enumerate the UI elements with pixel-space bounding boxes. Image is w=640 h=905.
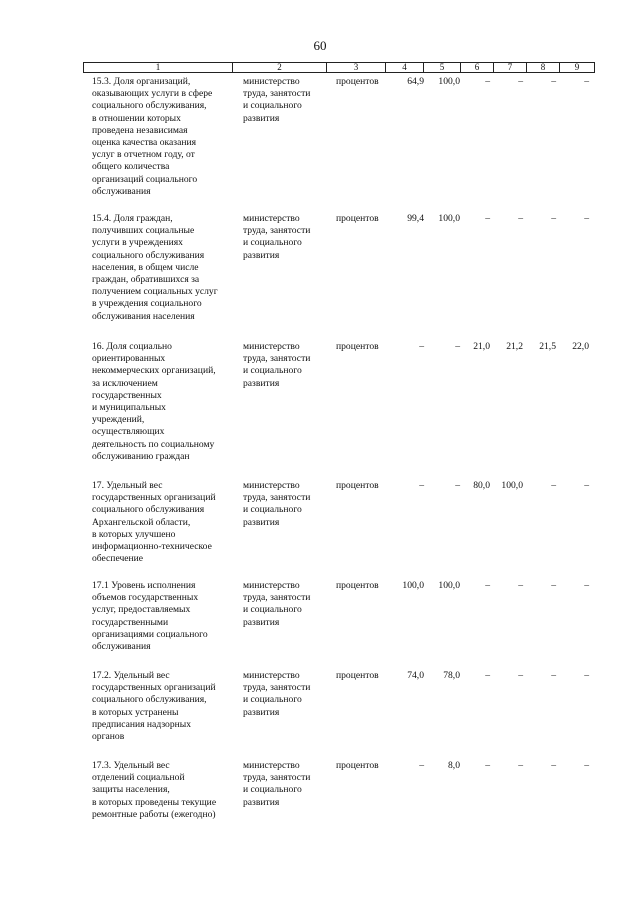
executor-cell: министерство труда, занятости и социального развития [243, 341, 311, 389]
value-cell: – [419, 760, 424, 771]
value-cell: – [455, 480, 460, 491]
unit-cell: процентов [336, 76, 379, 87]
executor-cell: министерство труда, занятости и социального развития [243, 580, 311, 628]
header-cell: 8 [527, 63, 560, 73]
value-cell: 100,0 [438, 76, 460, 87]
value-cell: – [551, 213, 556, 224]
value-cell: – [518, 670, 523, 681]
executor-cell: министерство труда, занятости и социального развития [243, 760, 311, 808]
table-header [83, 62, 595, 73]
value-cell: 74,0 [407, 670, 424, 681]
indicator-cell: 17.1 Уровень исполнения объемов государственных услуг, предоставляемых государственными организациями социального обслуживания [92, 580, 208, 653]
executor-cell: министерство труда, занятости и социального развития [243, 76, 311, 124]
value-cell: 80,0 [473, 480, 490, 491]
value-cell: – [485, 670, 490, 681]
value-cell: 99,4 [407, 213, 424, 224]
indicator-cell: 16. Доля социально ориентированных некоммерческих организаций, за исключением государственных и муниципальных учреждений, осуществляющих деятельность по социальному обслуживанию граждан [92, 341, 216, 462]
value-cell: 21,0 [473, 341, 490, 352]
executor-cell: министерство труда, занятости и социального развития [243, 480, 311, 528]
unit-cell: процентов [336, 213, 379, 224]
value-cell: – [485, 760, 490, 771]
value-cell: – [551, 76, 556, 87]
value-cell: – [518, 76, 523, 87]
header-cell: 3 [327, 63, 386, 73]
value-cell: 100,0 [438, 213, 460, 224]
value-cell: – [584, 580, 589, 591]
unit-cell: процентов [336, 480, 379, 491]
value-cell: 21,2 [506, 341, 523, 352]
value-cell: – [485, 76, 490, 87]
header-cell: 1 [84, 63, 233, 73]
indicator-cell: 17.2. Удельный вес государственных организаций социального обслуживания, в которых устранены предписания надзорных органов [92, 670, 216, 743]
value-cell: – [518, 213, 523, 224]
value-cell: – [584, 760, 589, 771]
value-cell: – [485, 213, 490, 224]
value-cell: – [584, 76, 589, 87]
header-cell: 7 [494, 63, 527, 73]
header-cell: 2 [233, 63, 327, 73]
value-cell: 64,9 [407, 76, 424, 87]
header-cell: 9 [560, 63, 595, 73]
indicator-cell: 15.3. Доля организаций, оказывающих услуги в сфере социального обслуживания, в отношении которых проведена независимая оценка качества оказания услуг в отчетном году, от общего количества организаций социального обслуживания [92, 76, 213, 197]
unit-cell: процентов [336, 760, 379, 771]
value-cell: – [551, 760, 556, 771]
executor-cell: министерство труда, занятости и социального развития [243, 670, 311, 718]
executor-cell: министерство труда, занятости и социального развития [243, 213, 311, 261]
page-number: 60 [313, 38, 327, 53]
value-cell: 100,0 [501, 480, 523, 491]
unit-cell: процентов [336, 341, 379, 352]
header-row [84, 63, 595, 73]
value-cell: – [419, 480, 424, 491]
header-cell: 4 [386, 63, 424, 73]
value-cell: – [485, 580, 490, 591]
value-cell: 100,0 [438, 580, 460, 591]
indicator-cell: 17. Удельный вес государственных организаций социального обслуживания Архангельской области, в которых улучшено информационно-техническое обеспечение [92, 480, 216, 565]
unit-cell: процентов [336, 580, 379, 591]
indicator-cell: 15.4. Доля граждан, получивших социальные услуги в учреждениях социального обслуживания населения, в общем числе граждан, обратившихся за получением социальных услуг в учреждения социального обслуживания населения [92, 213, 218, 322]
value-cell: 100,0 [402, 580, 424, 591]
header-cell: 5 [424, 63, 461, 73]
unit-cell: процентов [336, 670, 379, 681]
indicator-cell: 17.3. Удельный вес отделений социальной защиты населения, в которых проведены текущие ремонтные работы (ежегодно) [92, 760, 217, 820]
value-cell: – [518, 760, 523, 771]
value-cell: – [518, 580, 523, 591]
value-cell: 21,5 [539, 341, 556, 352]
value-cell: – [455, 341, 460, 352]
value-cell: – [551, 670, 556, 681]
value-cell: – [584, 670, 589, 681]
value-cell: 78,0 [443, 670, 460, 681]
value-cell: – [419, 341, 424, 352]
value-cell: – [584, 213, 589, 224]
value-cell: – [551, 580, 556, 591]
value-cell: 8,0 [448, 760, 460, 771]
value-cell: – [551, 480, 556, 491]
header-cell: 6 [461, 63, 494, 73]
value-cell: – [584, 480, 589, 491]
value-cell: 22,0 [572, 341, 589, 352]
